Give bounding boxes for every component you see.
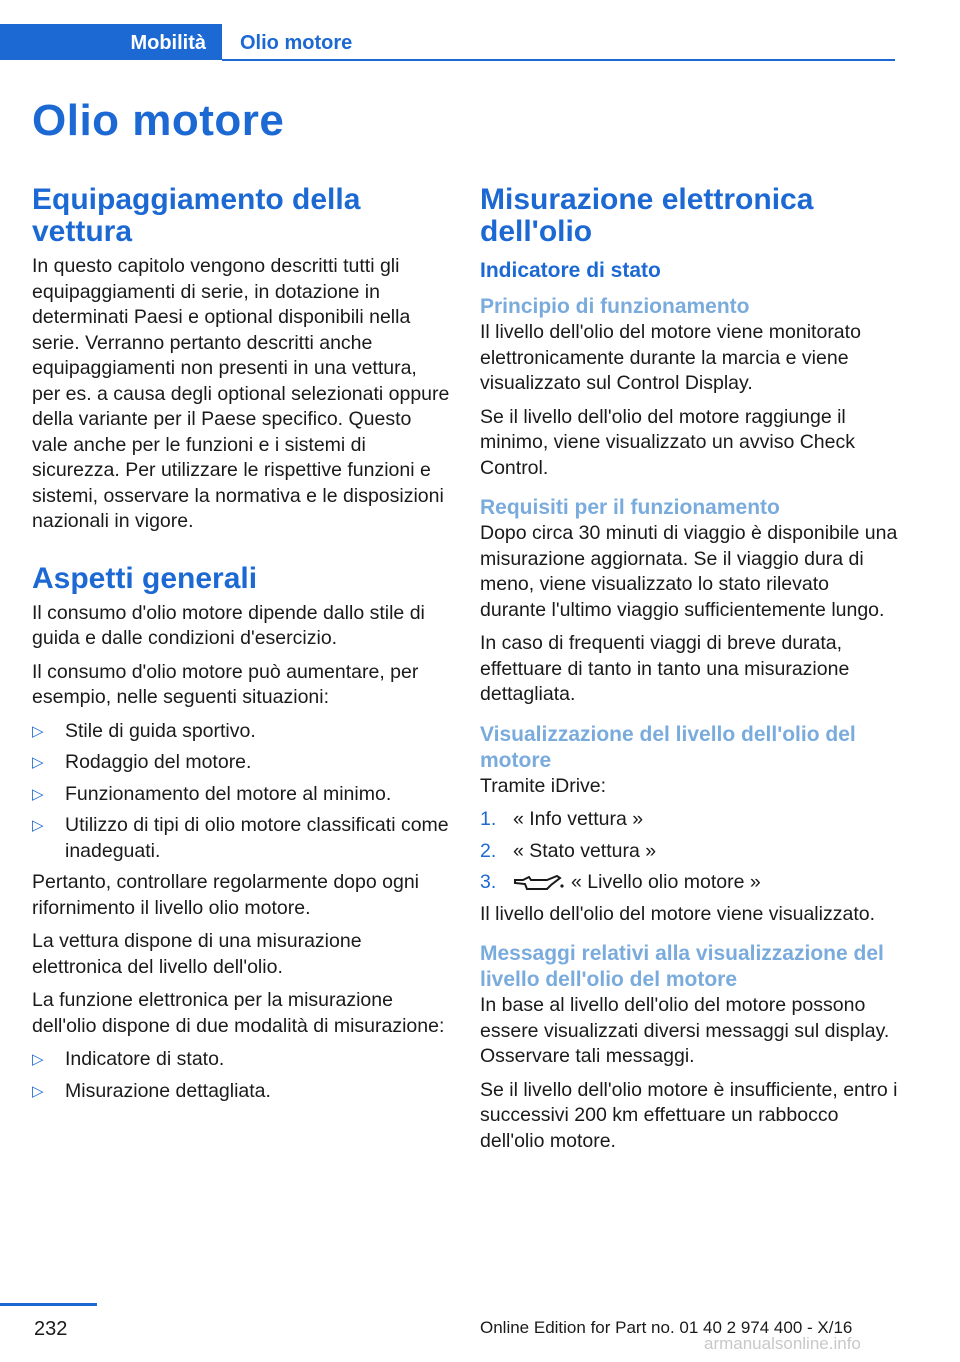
list-item: ▷ Funzionamento del motore al minimo. xyxy=(32,782,450,808)
list-item: ▷ Misurazione dettagliata. xyxy=(32,1079,450,1105)
right-column xyxy=(480,184,900,1162)
requirements-paragraph: In caso di frequenti viaggi di breve durata, effettuare di tanto in tanto una misurazione dettagliata. xyxy=(480,632,850,705)
list-item: 1. « Info vettura » xyxy=(480,808,644,830)
chapter-label: Olio motore xyxy=(240,32,353,54)
list-item: ▷ Rodaggio del motore. xyxy=(32,750,450,776)
principle-paragraph: Il livello dell'olio del motore viene monitorato elettronicamente durante la marcia e viene visualizzato sul Control Display. xyxy=(480,321,861,394)
section-label: Mobilità xyxy=(130,32,206,54)
left-column xyxy=(32,184,450,1110)
triangle-right-icon: ▷ xyxy=(32,817,44,834)
idrive-steps xyxy=(480,807,900,896)
display-intro: Tramite iDrive: xyxy=(480,774,607,797)
status-heading: Indicatore di stato xyxy=(480,259,661,282)
messages-heading: Messaggi relativi alla visualizzazione del livello dell'olio del motore xyxy=(480,942,884,991)
display-heading: Visualizzazione del livello dell'olio del motore xyxy=(480,722,856,772)
list-item: ▷ Stile di guida sportivo. xyxy=(32,719,450,745)
requirements-heading: Requisiti per il funzionamento xyxy=(480,496,780,519)
list-item: 3. « Livello olio motore » xyxy=(480,871,761,893)
messages-paragraph: Se il livello dell'olio motore è insufficiente, entro i successivi 200 km effettuare un rabbocco dell'olio motore. xyxy=(480,1078,898,1152)
edition-note: Online Edition for Part no. 01 40 2 974 400 - X/16 xyxy=(480,1318,853,1337)
general-heading: Aspetti generali xyxy=(32,561,258,595)
triangle-right-icon: ▷ xyxy=(32,754,44,771)
general-paragraph: Il consumo d'olio motore dipende dallo stile di guida e dalle condizioni d'esercizio. xyxy=(32,601,425,649)
footer-rule xyxy=(0,1303,97,1306)
oil-can-icon xyxy=(513,874,565,892)
general-paragraph: La vettura dispone di una misurazione elettronica del livello dell'olio. xyxy=(32,930,362,978)
list-item: ▷ Utilizzo di tipi di olio motore classificati come inadeguati. xyxy=(32,814,449,862)
general-paragraph: Pertanto, controllare regolarmente dopo ogni rifornimento il livello olio motore. xyxy=(32,871,419,919)
situations-list xyxy=(32,719,450,865)
list-item: ▷ Indicatore di stato. xyxy=(32,1047,450,1073)
modes-list xyxy=(32,1047,450,1104)
measurement-heading: Misurazione elettronica dell'olio xyxy=(480,183,814,248)
header-rule xyxy=(222,59,895,61)
page-title: Olio motore xyxy=(32,96,285,145)
equipment-text: In questo capitolo vengono descritti tutti gli equipaggiamenti di serie, in dotazione in determinati Paesi e optional disponibili nella serie. Verranno pertanto descritti anche equipaggiamenti non presenti in una vettura, per es. a causa degli optional selezionati oppure della variante per il Paese specifico. Questo vale anche per le funzioni e i sistemi di sicurezza. Per utilizzare le rispettive funzioni e sistemi, osservare la normativa e le disposizioni nazionali in vigore. xyxy=(32,255,450,532)
principle-paragraph: Se il livello dell'olio del motore raggiunge il minimo, viene visualizzato un avviso Check Control. xyxy=(480,405,855,479)
general-paragraph: Il consumo d'olio motore può aumentare, per esempio, nelle seguenti situazioni: xyxy=(32,660,419,708)
watermark: armanualsonline.info xyxy=(704,1334,861,1353)
equipment-heading: Equipaggiamento della vettura xyxy=(32,183,361,248)
general-paragraph: La funzione elettronica per la misurazione dell'olio dispone di due modalità di misurazione: xyxy=(32,989,445,1037)
triangle-right-icon: ▷ xyxy=(32,1082,44,1100)
display-result: Il livello dell'olio del motore viene visualizzato. xyxy=(480,902,875,925)
triangle-right-icon: ▷ xyxy=(32,1051,44,1068)
triangle-right-icon: ▷ xyxy=(32,785,44,803)
page-header xyxy=(0,24,895,62)
messages-paragraph: In base al livello dell'olio del motore possono essere visualizzati diversi messaggi sul display. Osservare tali messaggi. xyxy=(480,994,890,1067)
list-item: 2. « Stato vettura » xyxy=(480,839,657,862)
requirements-paragraph: Dopo circa 30 minuti di viaggio è disponibile una misurazione aggiornata. Se il viaggio dura di meno, viene visualizzato lo stato rilevato durante l'ultimo viaggio sufficientemente lungo. xyxy=(480,522,898,621)
section-tab xyxy=(0,24,222,60)
triangle-right-icon: ▷ xyxy=(32,722,44,740)
principle-heading: Principio di funzionamento xyxy=(480,295,750,318)
page-number: 232 xyxy=(34,1318,68,1340)
